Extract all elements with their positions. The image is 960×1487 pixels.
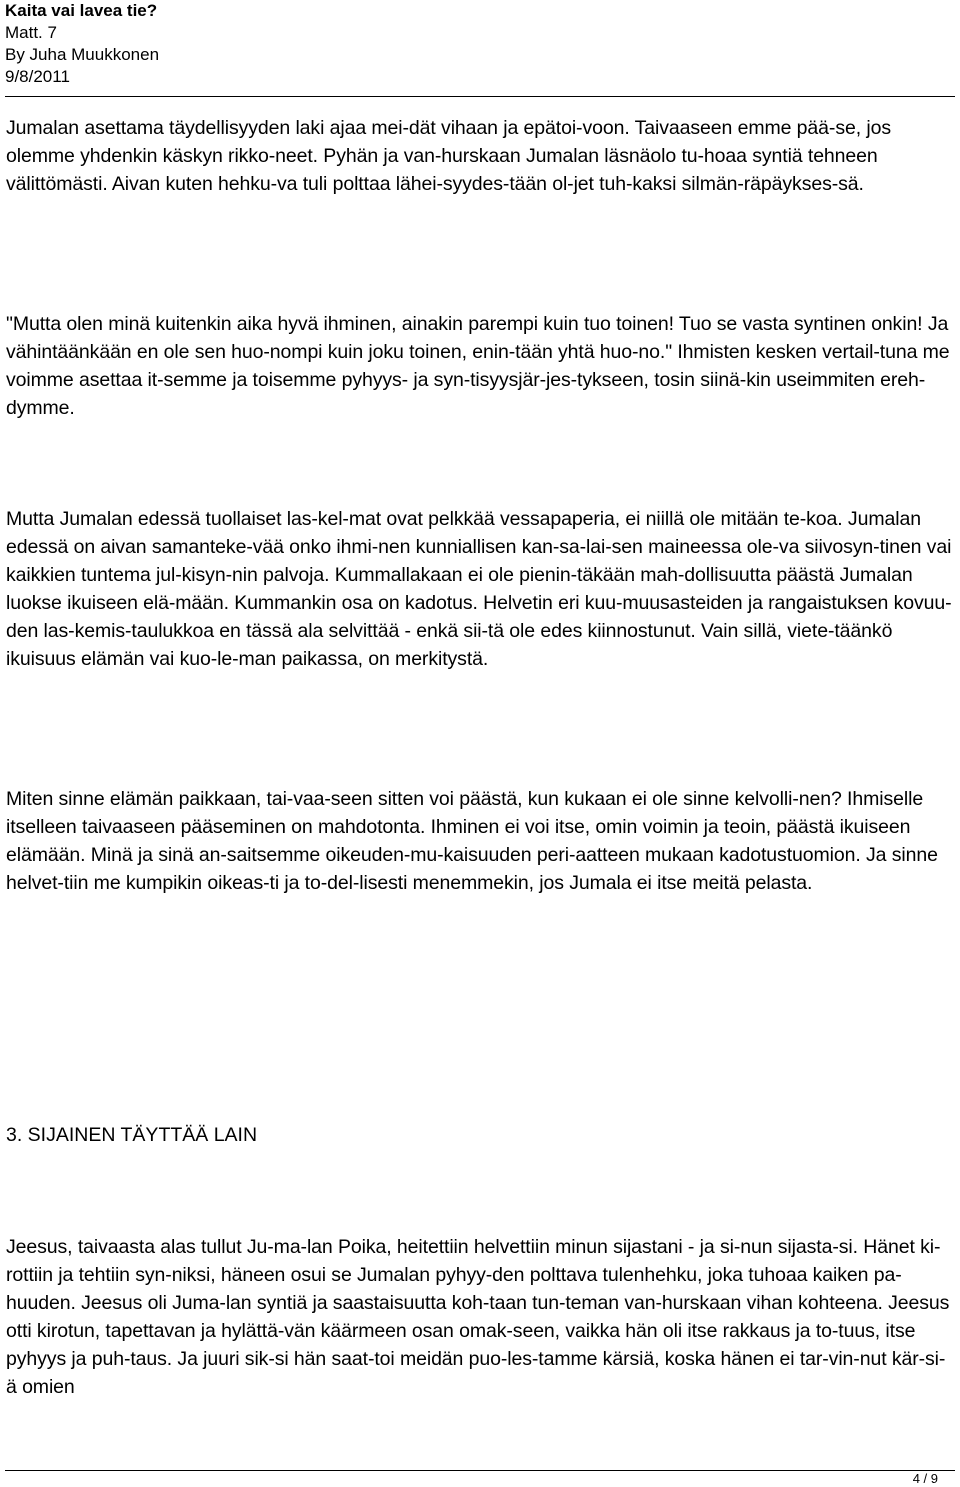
paragraph-2: "Mutta olen minä kuitenkin aika hyvä ihminen, ainakin parempi kuin tuo toinen! Tuo se vasta syntinen onkin! Ja vähintäänkään en ole sen huo-nompi kuin joku toinen, enin-tään yhtä huo-no." Ihmisten kesken vertail-tuna me voimme asettaa it-semme ja toisemme pyhyys- ja syn-tisyysjär-jes-tykseen, tosin siinä-kin useimmiten ereh-dymme.: [6, 313, 950, 419]
page-number: 4 / 9: [912, 1471, 938, 1486]
paragraph-1: Jumalan asettama täydellisyyden laki ajaa mei-dät vihaan ja epätoi-voon. Taivaaseen emme pää-se, jos olemme yhdenkin käskyn rikko-neet. Pyhän ja van-hurskaan Jumalan läsnäolo tu-hoaa syntiä tehneen välittömästi. Aivan kuten hehku-va tuli polttaa lähei-syydes-tään ol-jet tuh-kaksi silmän-räpäykses-sä.: [6, 117, 891, 195]
paragraph-5: Jeesus, taivaasta alas tullut Ju-ma-lan Poika, heitettiin helvettiin minun sijastani - ja si-nun sijasta-si. Hänet ki-rottiin ja tehtiin syn-niksi, häneen osui se Jumalan pyhyy-den polttava tulenhehku, joka tuhoaa kaiken pa-huuden. Jeesus oli Juma-lan syntiä ja saastaisuutta koh-taan tun-teman van-hurskaan vihan kohteena. Jeesus otti kirotun, tapettavan ja hylättä-vän käärmeen osan omak-seen, vaikka hän oli itse rakkaus ja to-tuus, itse pyhyys ja puh-taus. Ja juuri sik-si hän saat-toi meidän puo-les-tamme kärsiä, koska hänen ei tar-vin-nut kär-si-ä omien: [6, 1236, 950, 1398]
scripture-reference: Matt. 7: [5, 23, 57, 42]
document-header: [5, 0, 955, 88]
paragraph-4: Miten sinne elämän paikkaan, tai-vaa-seen sitten voi päästä, kun kukaan ei ole sinne kelvolli-nen? Ihmiselle itselleen taivaaseen pääseminen on mahdotonta. Ihminen ei voi itse, omin voimin ja teoin, päästä ikuiseen elämään. Minä ja sinä an-saitsemme oikeuden-mu-kaisuuden peri-aatteen mukaan kadotustuomion. Ja sinne helvet-tiin me kumpikin oikeas-ti ja to-del-lisesti menemmekin, jos Jumala ei itse meitä pelasta.: [6, 788, 938, 894]
publish-date: 9/8/2011: [5, 67, 70, 86]
paragraph-3: Mutta Jumalan edessä tuollaiset las-kel-mat ovat pelkkää vessapaperia, ei niillä ole mitään te-koa. Jumalan edessä on aivan samanteke-vää onko ihmi-nen kunniallisen kan-sa-lai-sen maineessa ole-va siivosyn-tinen vai kaikkien tuntema jul-kisyn-nin palvoja. Kummallakaan ei ole pienin-täkään mah-dollisuutta päästä Jumalan luokse ikuiseen elä-mään. Kummankin osa on kadotus. Helvetin eri kuu-muusasteiden ja rangaistuksen kovuu-den las-kemis-taulukkoa en tässä ala selvittää - enkä sii-tä ole edes kiinnostunut. Vain sillä, viete-täänkö ikuisuus elämän vai kuo-le-man paikassa, on merkitystä.: [6, 508, 952, 670]
footer-divider: [5, 1470, 955, 1471]
document-title: Kaita vai lavea tie?: [5, 1, 158, 20]
header-divider: [5, 96, 955, 97]
section-heading: 3. SIJAINEN TÄYTTÄÄ LAIN: [6, 1124, 258, 1146]
author-line: By Juha Muukkonen: [5, 45, 160, 64]
